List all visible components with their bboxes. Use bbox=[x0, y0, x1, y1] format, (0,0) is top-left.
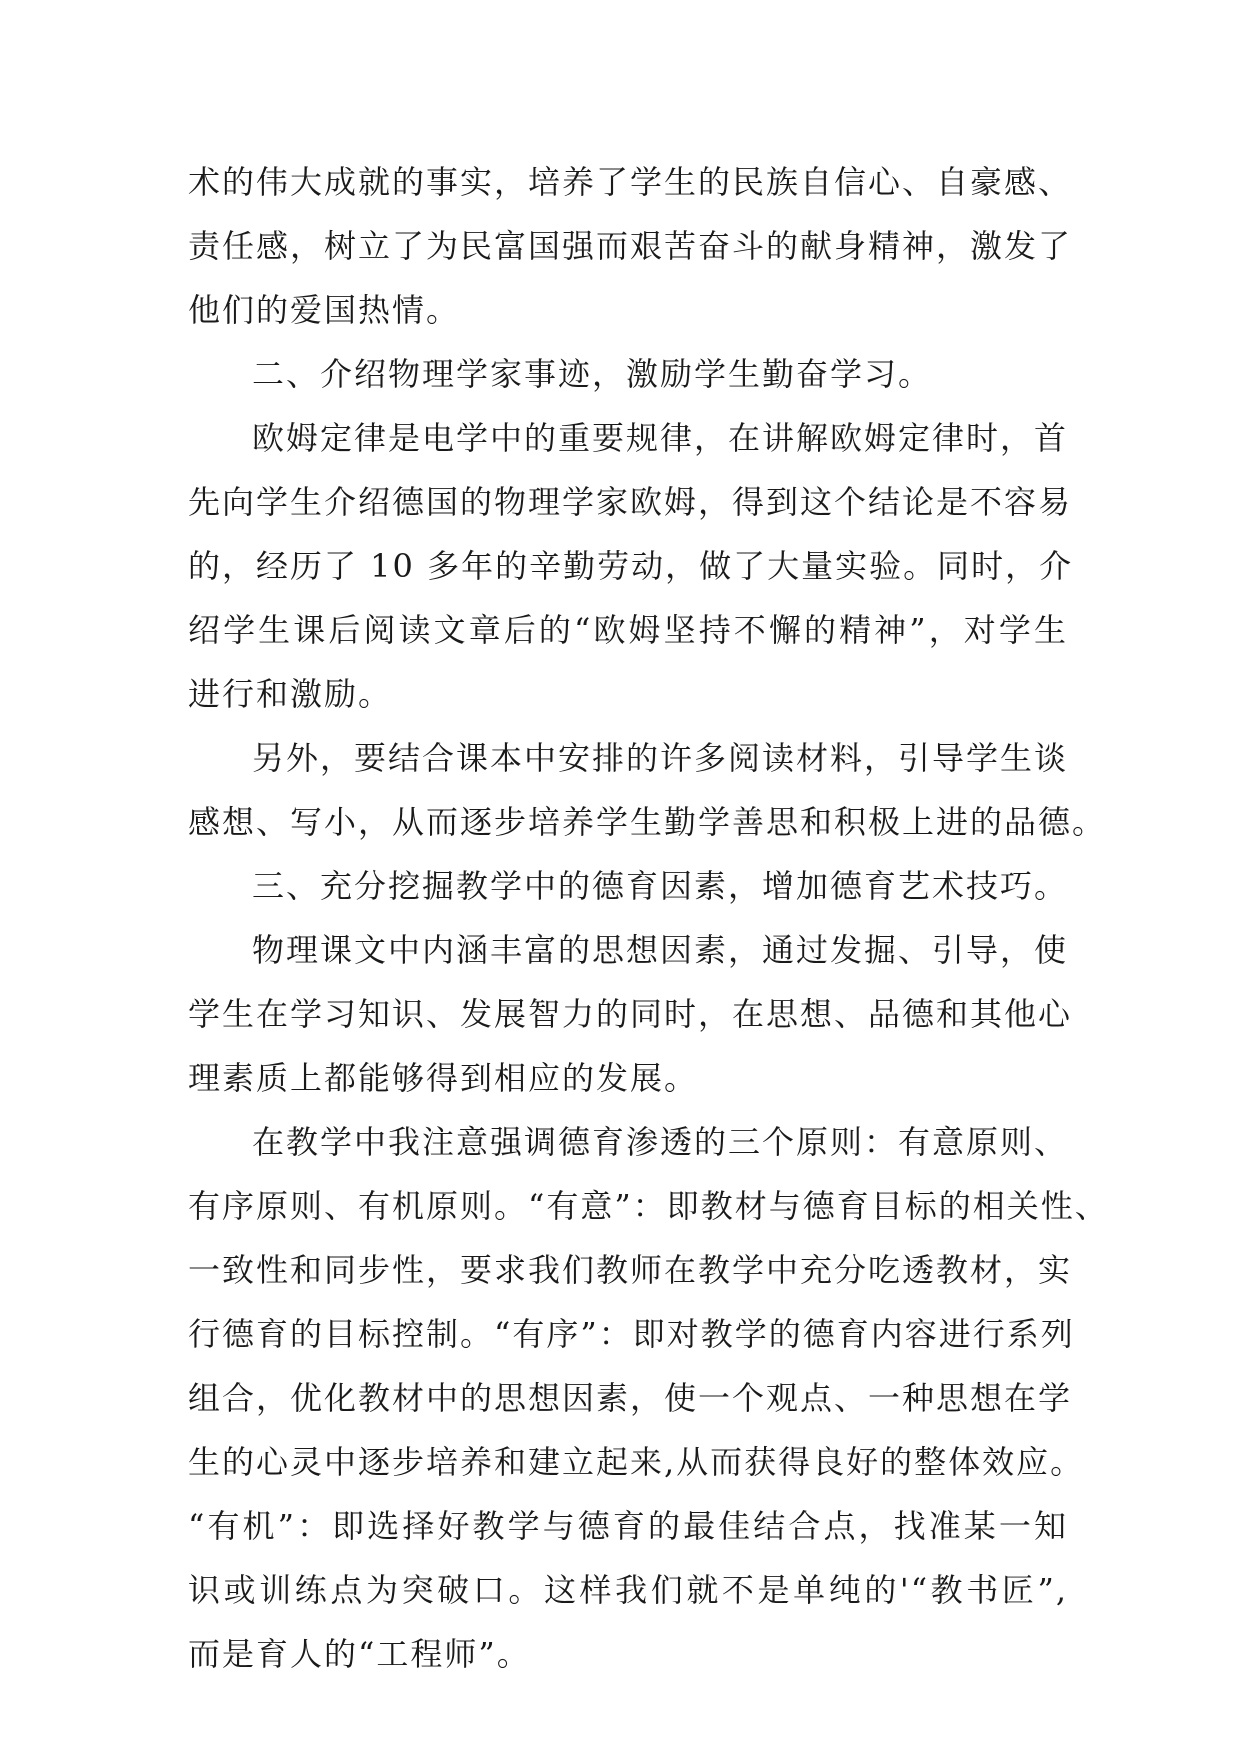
section-heading-2: 二、介绍物理学家事迹，激励学生勤奋学习。 bbox=[252, 355, 933, 393]
text-line-23: 识或训练点为突破口。这样我们就不是单纯的'“教书匠”, bbox=[188, 1571, 1068, 1609]
text-line-20: 组合，优化教材中的思想因素，使一个观点、一种思想在学 bbox=[188, 1379, 1073, 1417]
text-line-22: “有机”：即选择好教学与德育的最佳结合点，找准某一知 bbox=[188, 1507, 1068, 1545]
text-line-21: 生的心灵中逐步培养和建立起来,从而获得良好的整体效应。 bbox=[188, 1443, 1085, 1481]
text-line-14: 学生在学习知识、发展智力的同时，在思想、品德和其他心 bbox=[188, 995, 1073, 1033]
text-line-2: 责任感，树立了为民富国强而艰苦奋斗的献身精神，激发了 bbox=[188, 227, 1073, 265]
text-line-5: 欧姆定律是电学中的重要规律，在讲解欧姆定律时，首 bbox=[252, 419, 1069, 457]
text-line-1: 术的伟大成就的事实，培养了学生的民族自信心、自豪感、 bbox=[188, 163, 1073, 201]
text-line-9: 进行和激励。 bbox=[188, 675, 393, 713]
text-line-13: 物理课文中内涵丰富的思想因素，通过发掘、引导，使 bbox=[252, 931, 1069, 969]
text-line-19: 行德育的目标控制。“有序”：即对教学的德育内容进行系列 bbox=[188, 1315, 1075, 1353]
text-line-24: 而是育人的“工程师”。 bbox=[188, 1635, 531, 1673]
text-line-10: 另外，要结合课本中安排的许多阅读材料，引导学生谈 bbox=[252, 739, 1069, 777]
text-line-16: 在教学中我注意强调德育渗透的三个原则：有意原则、 bbox=[252, 1123, 1069, 1161]
text-line-18: 一致性和同步性，要求我们教师在教学中充分吃透教材，实 bbox=[188, 1251, 1073, 1289]
document-page bbox=[188, 150, 1109, 1686]
text-line-11: 感想、写小，从而逐步培养学生勤学善思和积极上进的品德。 bbox=[188, 803, 1107, 841]
text-line-7: 的，经历了 10 多年的辛勤劳动，做了大量实验。同时，介 bbox=[188, 547, 1074, 585]
text-line-3: 他们的爱国热情。 bbox=[188, 291, 461, 329]
text-line-17: 有序原则、有机原则。“有意”：即教材与德育目标的相关性、 bbox=[188, 1187, 1109, 1225]
section-heading-3: 三、充分挖掘教学中的德育因素，增加德育艺术技巧。 bbox=[252, 867, 1069, 905]
text-line-15: 理素质上都能够得到相应的发展。 bbox=[188, 1059, 699, 1097]
text-line-8: 绍学生课后阅读文章后的“欧姆坚持不懈的精神”，对学生 bbox=[188, 611, 1068, 649]
text-line-6: 先向学生介绍德国的物理学家欧姆，得到这个结论是不容易 bbox=[188, 483, 1073, 521]
